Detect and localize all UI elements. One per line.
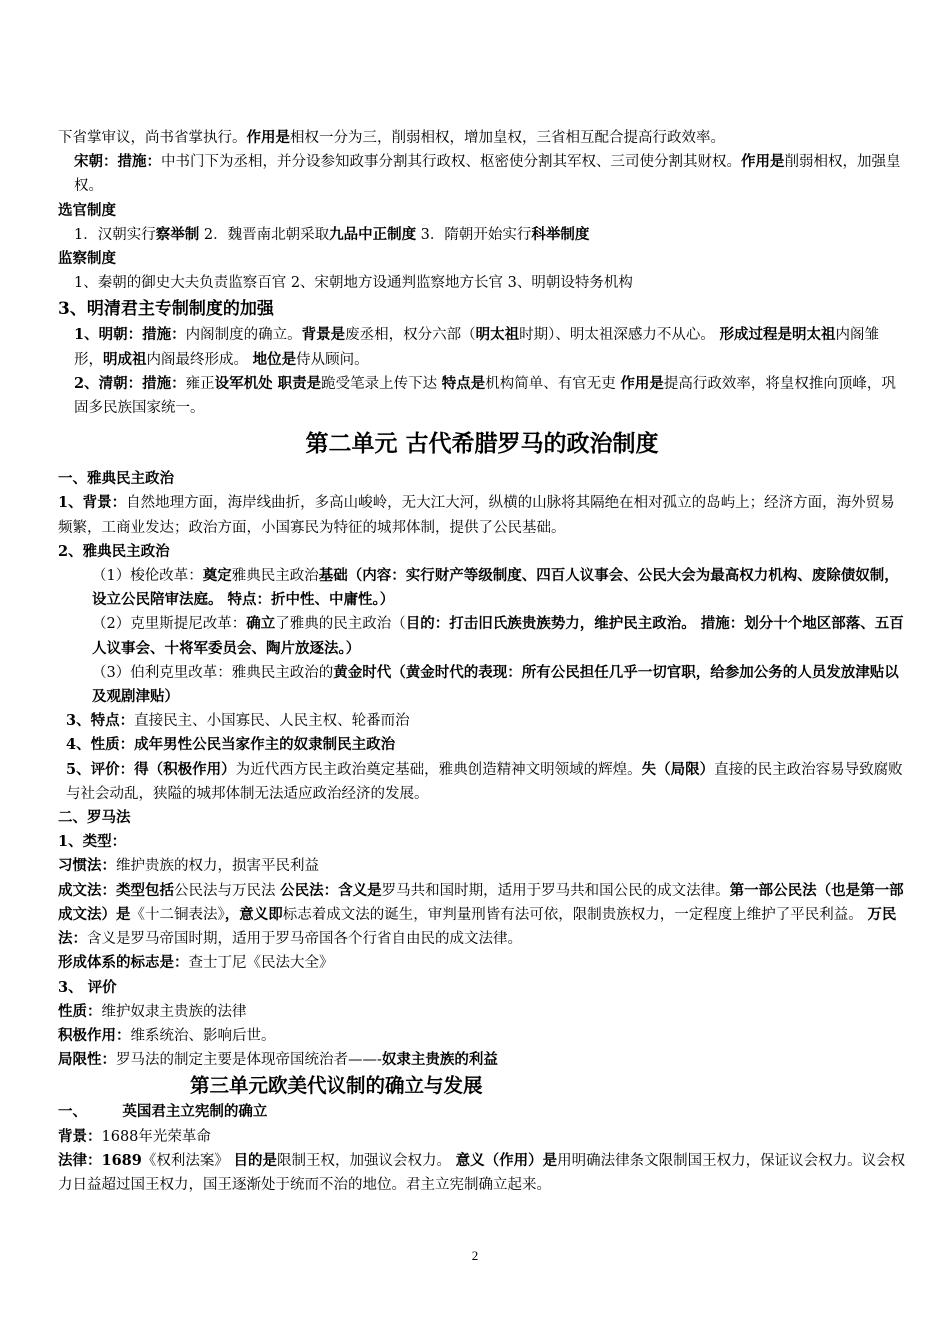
- unit-two-title: 第二单元 古代希腊罗马的政治制度: [305, 430, 659, 458]
- paragraph-selection-systems: 1．汉朝实行察举制 2．魏晋南北朝采取九品中正制度 3．隋朝开始实行科举制度: [74, 225, 590, 243]
- paragraph-song-dynasty: 宋朝：措施：中书门下为丞相，并分设参知政事分割其行政权、枢密使分割其军权、三司使分割其财权。作用是削弱相权，加强皇权。: [74, 153, 901, 195]
- unit-three-title: 第三单元欧美代议制的确立与发展: [190, 1074, 483, 1098]
- paragraph-law-nature: 性质：维护奴隶主贵族的法律: [58, 1002, 247, 1020]
- heading-types: 1、类型：: [58, 833, 127, 851]
- heading-official-selection: 选官制度: [58, 201, 116, 219]
- paragraph-cleisthenes-reform: （2）克里斯提尼改革：确立了雅典的民主政治（目的：打击旧氏族贵族势力，维护民主政治。 措施：划分十个地区部落、五百人议事会、十将军委员会、陶片放逐法。）: [92, 615, 904, 657]
- heading-ming-qing: 3、明清君主专制制度的加强: [58, 299, 274, 320]
- paragraph-evaluation: 5、评价：得（积极作用）为近代西方民主政治奠定基础，雅典创造精神文明领域的辉煌。失（局限）直接的民主政治容易导致腐败与社会动乱，狭隘的城邦体制无法适应政治经济的发展。: [66, 760, 903, 802]
- page-number: 2: [471, 1248, 479, 1263]
- paragraph-pericles-reform: （3）伯利克里改革：雅典民主政治的黄金时代（黄金时代的表现：所有公民担任几乎一切官职，给参加公务的人员发放津贴以及观剧津贴）: [92, 663, 899, 706]
- paragraph-bill-of-rights: 法律：1689《权利法案》 目的是限制王权，加强议会权力。 意义（作用）是用明确法律条文限制国王权力，保证议会权力。议会权力日益超过国王权力，国王逐渐处于统而不治的地位。君主立宪制确立起来。: [58, 1151, 906, 1193]
- paragraph-system-sign: 形成体系的标志是：查士丁尼《民法大全》: [58, 954, 334, 972]
- paragraph-glorious-revolution: 背景：1688年光荣革命: [58, 1127, 211, 1145]
- paragraph-nature: 4、性质：成年男性公民当家作主的奴隶制民主政治: [66, 736, 396, 754]
- heading-supervision: 监察制度: [58, 250, 116, 268]
- paragraph-positive-role: 积极作用：维系统治、影响后世。: [58, 1026, 276, 1044]
- document-page: [58, 126, 906, 1197]
- paragraph-limitations: 局限性：罗马法的制定主要是体现帝国统治者——-奴隶主贵族的利益: [58, 1051, 498, 1069]
- paragraph-ming-dynasty: 1、明朝：措施：内阁制度的确立。背景是废丞相，权分六部（明太祖时期）、明太祖深感力不从心。 形成过程是明太祖内阁雏形，明成祖内阁最终形成。 地位是侍从顾问。: [74, 326, 879, 368]
- heading-roman-law: 二、罗马法: [58, 809, 131, 827]
- heading-athenian-democracy: 一、雅典民主政治: [58, 470, 174, 488]
- paragraph-written-law: 成文法：类型包括公民法与万民法 公民法：含义是罗马共和国时期，适用于罗马共和国公民的成文法律。第一部公民法（也是第一部成文法）是《十二铜表法》，意义即标志着成文法的诞生，审判量刑皆有法可依，限制贵族权力，一定程度上维护了平民利益。 万民法：含义是罗马帝国时期，适用于罗马帝国各个行省自由民的成文法律。: [58, 881, 904, 948]
- paragraph-customary-law: 习惯法：维护贵族的权力，损害平民利益: [58, 857, 319, 875]
- paragraph-background: 1、背景：自然地理方面，海岸线曲折，多高山峻岭，无大江大河，纵横的山脉将其隔绝在相对孤立的岛屿上；经济方面，海外贸易频繁，工商业发达；政治方面，小国寡民为特征的城邦体制，提供了公民基础。: [58, 494, 895, 536]
- paragraph-solon-reform: （1）梭伦改革：奠定雅典民主政治基础（内容：实行财产等级制度、四百人议事会、公民大会为最高权力机构、废除债奴制，设立公民陪审法庭。 特点：折中性、中庸性。）: [92, 567, 899, 609]
- paragraph-characteristics: 3、特点：直接民主、小国寡民、人民主权、轮番而治: [66, 712, 410, 730]
- paragraph-supervision: 1、秦朝的御史大夫负责监察百官 2、宋朝地方设通判监察地方长官 3、明朝设特务机构: [74, 275, 633, 292]
- heading-english-constitutional-monarchy: 一、 英国君主立宪制的确立: [58, 1103, 268, 1121]
- paragraph-qing-dynasty: 2、清朝：措施：雍正设军机处 职责是跪受笔录上传下达 特点是机构简单、有官无吏 作用是提高行政效率，将皇权推向顶峰，巩固多民族国家统一。: [74, 374, 896, 417]
- heading-evaluation: 3、 评价: [58, 978, 117, 996]
- heading-athenian-democracy-2: 2、雅典民主政治: [58, 542, 170, 560]
- paragraph-three-departments: 下省掌审议，尚书省掌执行。作用是相权一分为三，削弱相权，增加皇权，三省相互配合提高行政效率。: [58, 129, 725, 146]
